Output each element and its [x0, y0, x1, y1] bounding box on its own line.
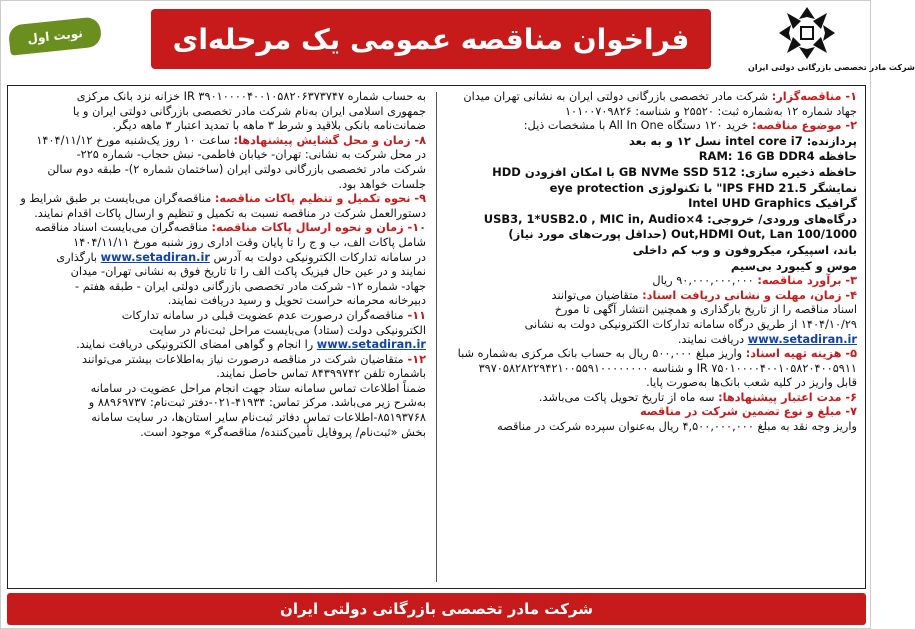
body-text: حافظه ذخیره سازی: 512 GB NVMe SSD با امکان افزودن HDD: [492, 164, 857, 179]
text-line: [447, 259, 857, 275]
body-text: بارگذاری: [56, 250, 101, 264]
page-title: فراخوان مناقصه عمومی یک مرحله‌ای: [172, 22, 690, 56]
text-line: [16, 192, 426, 207]
body-text: مناقصه‌گران درصورت عدم عضویت قبلی در سامانه تدارکات: [121, 308, 404, 322]
text-line: [447, 212, 857, 228]
text-line: [16, 236, 426, 251]
body-text: شرکت مادر تخصصی بازرگانی دولتی ایران به نشانی تهران میدان: [463, 90, 772, 103]
body-text: ساعت ۱۰ روز یک‌شنبه مورخ ۱۴۰۴/۱۱/۱۲: [36, 133, 234, 147]
header: [1, 1, 915, 83]
text-line: [16, 207, 426, 222]
body-text: جمهوری اسلامی ایران به‌نام شرکت مادر تخصصی بازرگانی دولتی ایران و یا: [72, 104, 426, 118]
body-text: درگاه‌های ورودی/ خروجی: 4×USB3, 1*USB2.0 , MIC in, Audio: [483, 211, 857, 226]
text-line: [16, 367, 426, 382]
text-line: [16, 105, 426, 120]
body-text: سه ماه از تاریخ تحویل پاکت می‌باشد.: [538, 390, 719, 404]
body-text: به‌شرح زیر می‌باشد. مرکز تماس: ۴۱۹۳۴-۰۲۱-دفتر ثبت‌نام: ۸۸۹۶۹۷۳۷ و: [88, 396, 426, 410]
text-line: [447, 274, 857, 289]
text-line: [16, 90, 426, 105]
text-line: [447, 134, 857, 150]
body-text: جهاد شماره ۱۲ به‌شماره ثبت: ۲۵۵۲۰ و شناسه: ۱۰۱۰۰۷۰۹۸۲۶: [564, 104, 857, 118]
text-line: [16, 309, 426, 324]
title-banner: [151, 9, 711, 69]
body-text: باشماره تلفن ۸۴۳۹۹۷۴۲ تماس حاصل نمایند.: [216, 367, 426, 381]
logo-emblem-icon: [777, 5, 837, 61]
section-heading: ۱۲-: [403, 352, 426, 366]
text-line: [16, 353, 426, 368]
section-heading: ۴- زمان، مهلت و نشانی دریافت اسناد:: [642, 288, 857, 302]
section-heading: ۱۱-: [403, 308, 426, 322]
text-line: [16, 251, 426, 266]
text-line: [16, 148, 426, 163]
text-line: [447, 362, 857, 377]
text-line: [16, 338, 426, 353]
text-line: [16, 382, 426, 397]
setadiran-link[interactable]: www.setadiran.ir: [747, 332, 857, 346]
text-line: [447, 243, 857, 259]
body-text: متقاضیان شرکت در مناقصه درصورت نیاز به‌اطلاعات بیشتر می‌توانند: [81, 352, 404, 366]
text-line: [447, 347, 857, 362]
text-line: [447, 289, 857, 304]
setadiran-link[interactable]: www.setadiran.ir: [316, 338, 426, 352]
text-line: [447, 405, 857, 420]
body-text: مناقصه‌گران می‌بایست بر طبق شرایط و: [20, 192, 215, 206]
body-text: دبیرخانه محرمانه حراست تحویل و رسید دریافت نمایند.: [167, 294, 426, 308]
body-text: قابل واریز در کلیه شعب بانک‌ها به‌صورت پایا.: [646, 376, 857, 390]
body-text: دستورالعمل شرکت در مناقصه نسبت به تکمیل و تنظیم و ارسال پاکات اقدام نمایند.: [34, 206, 426, 220]
section-heading: ۲- موضوع مناقصه:: [752, 119, 857, 133]
body-text: IR ۷۵۰۱۰۰۰۰۴۰۰۱۰۵۸۲۰۴۰۰۵۹۱۱ و شناسه ۳۹۷۰۵۸۲۸۲۲۹۴۲۱۰۰۵۵۹۱۰۰۰۰۰۰۰۰: [478, 361, 857, 375]
footer-text: شرکت مادر تخصصی بازرگانی دولتی ایران: [280, 600, 593, 618]
text-line: [16, 324, 426, 339]
text-line: [16, 163, 426, 178]
section-heading: ۵- هزینه تهیه اسناد:: [745, 347, 857, 361]
text-line: [447, 333, 857, 348]
body-text: شرکت مادر تخصصی بازرگانی دولتی ایران (ساختمان شماره ۲)- طبقه دوم سالن: [47, 162, 426, 176]
body-text: در سامانه تدارکات الکترونیکی دولت به آدرس: [209, 250, 426, 264]
section-heading: ۱۰- زمان و نحوه ارسال پاکات مناقصه:: [211, 221, 426, 235]
footer-banner: [7, 593, 866, 625]
text-line: [447, 391, 857, 406]
body-text: موس و کیبورد بی‌سیم: [730, 258, 857, 273]
text-line: [16, 134, 426, 149]
text-line: [447, 165, 857, 181]
body-text: پردازنده: intel core i7 نسل ۱۲ و به بعد: [628, 133, 857, 148]
text-line: [16, 280, 426, 295]
notice-body: [7, 85, 866, 589]
body-text: خرید ۱۲۰ دستگاه All In One با مشخصات ذیل:: [523, 119, 752, 133]
company-logo: [748, 5, 915, 83]
body-text: حافظه RAM: 16 GB DDR4: [698, 149, 857, 164]
text-line: [16, 396, 426, 411]
right-column: [447, 90, 857, 586]
text-line: [16, 426, 426, 441]
body-text: جلسات خواهد بود.: [338, 177, 426, 191]
section-heading: ۱- مناقصه‌گزار:: [771, 90, 857, 103]
body-text: نمایند و در عین حال فیزیک پاکت الف را تا تاریخ فوق به نشانی تهران- میدان: [70, 265, 426, 279]
body-text: اسناد مناقصه را از تاریخ بارگذاری و همچنین انتشار آگهی تا مورخ: [554, 303, 857, 317]
body-text: را انجام و گواهی امضای الکترونیکی دریافت نمایند.: [76, 338, 317, 352]
section-heading: ۳- برآورد مناقصه:: [757, 274, 857, 288]
body-text: Out,HDMI Out, Lan 100/1000 (حداقل پورت‌های مورد نیاز): [508, 227, 857, 242]
text-line: [16, 265, 426, 280]
setadiran-link[interactable]: www.setadiran.ir: [100, 250, 210, 264]
body-text: واریز وجه نقد به مبلغ ۴,۵۰۰,۰۰۰,۰۰۰ ریال به‌عنوان سپرده شرکت در مناقصه: [497, 420, 857, 434]
text-line: [447, 119, 857, 134]
section-heading: ۷- مبلغ و نوع تضمین شرکت در مناقصه: [639, 405, 857, 419]
text-line: [16, 221, 426, 236]
text-line: [16, 294, 426, 309]
body-text: بخش «ثبت‌نام/ پروفایل تأمین‌کننده/ مناقصه‌گر» موجود است.: [140, 425, 426, 439]
text-line: [16, 411, 426, 426]
text-line: [447, 149, 857, 165]
body-text: الکترونیکی دولت (ستاد) می‌بایست مراحل ثبت‌نام در سایت: [149, 323, 426, 337]
text-line: [447, 105, 857, 120]
column-divider: [436, 92, 437, 582]
body-text: واریز مبلغ ۵۰۰,۰۰۰ ریال به حساب بانک مرکزی به‌شماره شبا: [457, 347, 746, 361]
text-line: [447, 181, 857, 197]
body-text: در محل شرکت به نشانی: تهران- خیابان فاطمی- نبش حجاب- شماره ۲۲۵-: [76, 148, 426, 162]
body-text: مناقصه‌گران می‌بایست اسناد مناقصه: [34, 221, 212, 235]
body-text: ۹۰,۰۰۰,۰۰۰,۰۰۰ ریال: [652, 274, 758, 288]
text-line: [447, 196, 857, 212]
text-line: [447, 376, 857, 391]
body-text: ضمناً اطلاعات تماس سامانه ستاد جهت انجام مراحل عضویت در سامانه: [90, 381, 426, 395]
body-text: نمایشگر IPS FHD 21.5" با تکنولوژی eye protection: [549, 180, 857, 195]
stage-badge: [8, 16, 103, 55]
body-text: متقاضیان می‌توانند: [551, 288, 643, 302]
section-heading: ۸- زمان و محل گشایش پیشنهادها:: [233, 133, 426, 147]
body-text: شامل پاکات الف، ب و ج را تا پایان وقت اداری روز شنبه مورخ ۱۴۰۴/۱۱/۱۱: [73, 235, 426, 249]
section-heading: ۶- مدت اعتبار پیشنهادها:: [718, 390, 857, 404]
section-heading: ۹- نحوه تکمیل و تنظیم پاکات مناقصه:: [214, 192, 426, 206]
text-line: [447, 420, 857, 435]
body-text: ضمانت‌نامه بانکی بلاقید و شرط ۳ ماهه با تمدید اعتبار ۳ ماهه دیگر.: [112, 119, 426, 133]
text-line: [447, 303, 857, 318]
text-line: [447, 227, 857, 243]
left-column: [16, 90, 426, 586]
text-line: [447, 90, 857, 105]
logo-caption: شرکت مادر تخصصی بازرگانی دولتی ایران: [748, 63, 915, 72]
text-line: [16, 119, 426, 134]
body-text: گرافیک Intel UHD Graphics: [688, 196, 857, 211]
body-text: دریافت نمایند.: [677, 332, 748, 346]
text-line: [16, 178, 426, 193]
body-text: ۱۴۰۴/۱۰/۲۹ از طریق درگاه سامانه تدارکات الکترونیکی دولت به نشانی: [524, 317, 857, 331]
body-text: به حساب شماره IR ۳۹۰۱۰۰۰۰۴۰۰۱۰۵۸۲۰۶۳۷۳۷۴۷ خزانه نزد بانک مرکزی: [76, 90, 426, 103]
body-text: جهاد- شماره ۱۲- شرکت مادر تخصصی بازرگانی دولتی ایران - طبقه هفتم -: [75, 279, 426, 293]
body-text: باند، اسپیکر، میکروفون و وب کم داخلی: [632, 242, 857, 257]
stage-badge-label: نوبت اول: [26, 26, 84, 46]
text-line: [447, 318, 857, 333]
body-text: ۸۵۱۹۳۷۶۸-اطلاعات تماس دفاتر ثبت‌نام سایر استان‌ها، در سایت سامانه: [91, 411, 426, 425]
